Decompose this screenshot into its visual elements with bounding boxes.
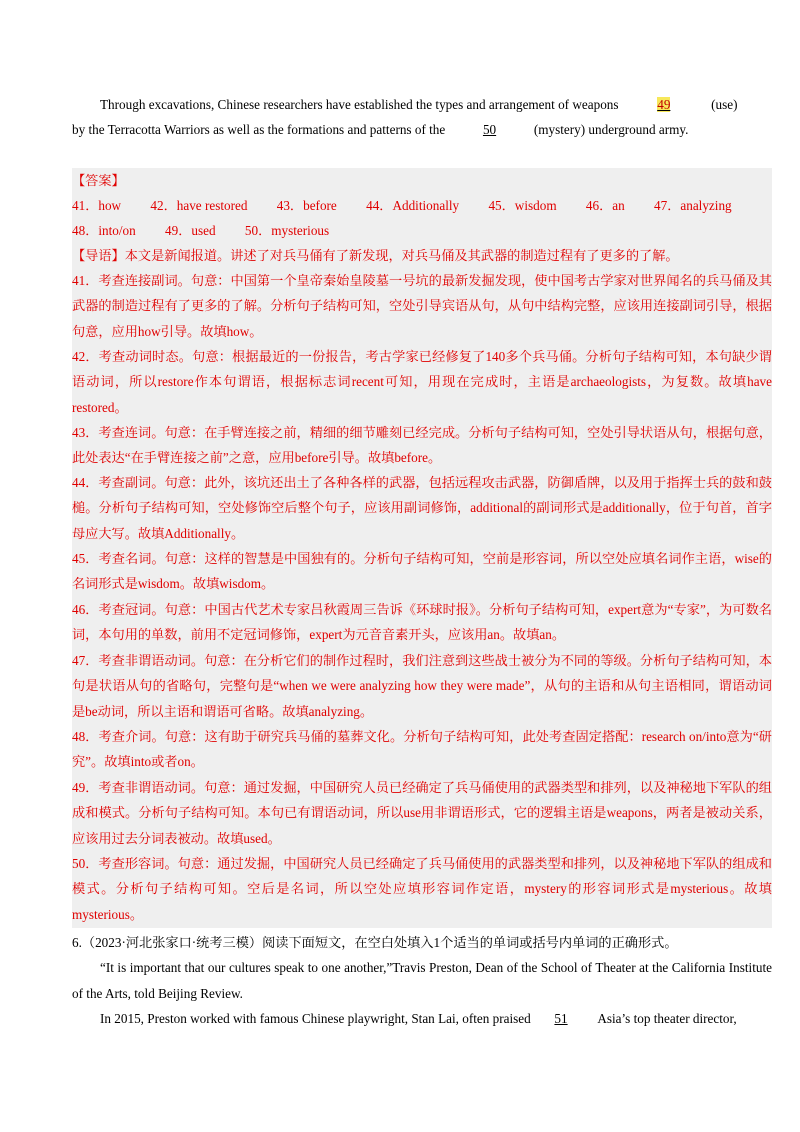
answer-item: 49．used bbox=[165, 223, 216, 238]
answer-item: 46．an bbox=[585, 198, 625, 213]
passage-text: Asia’s top theater director, bbox=[597, 1011, 737, 1026]
passage-line-1 bbox=[100, 92, 738, 118]
explanation-47: 47．考查非谓语动词。句意：在分析它们的制作过程时，我们注意到这些战士被分为不同的等级。分析句子结构可知，本句是状语从句的省略句，完整句是“when we were analyzing how they were made”，从句的主语和从句主语相同，谓语动词是be动词，所以主语和谓语可省略。故填analyzing。 bbox=[72, 653, 772, 719]
question-6-header: 6.（2023·河北张家口·统考三模）阅读下面短文，在空白处填入1个适当的单词或括号内单词的正确形式。 bbox=[72, 935, 678, 950]
explanation-42: 42．考查动词时态。句意：根据最近的一份报告，考古学家已经修复了140多个兵马俑。分析句子结构可知，本句缺少谓语动词，所以restore作本句谓语，根据标志词recent可知，用现在完成时，主语是archaeologists，为复数。故填have restored。 bbox=[72, 349, 772, 415]
passage-text: In 2015, Preston worked with famous Chinese playwright, Stan Lai, often praised bbox=[100, 1011, 531, 1026]
explanation-49: 49．考查非谓语动词。句意：通过发掘，中国研究人员已经确定了兵马俑使用的武器类型和排列，以及神秘地下军队的组成和模式。分析句子结构可知。本句已有谓语动词，所以use用非谓语形式，它的逻辑主语是weapons，两者是被动关系，应该用过去分词表被动。故填used。 bbox=[72, 780, 772, 846]
hint-use: (use) bbox=[711, 97, 738, 112]
explanation-41: 41．考查连接副词。句意：中国第一个皇帝秦始皇陵墓一号坑的最新发掘发现，使中国考古学家对世界闻名的兵马俑及其武器的制造过程有了更多的了解。分析句子结构可知，空处引导宾语从句，从句中结构完整，应该用连接副词引导，根据句意，应用how引导。故填how。 bbox=[72, 273, 772, 339]
answer-item: 50．mysterious bbox=[244, 223, 330, 238]
answer-item: 41．how bbox=[72, 198, 122, 213]
question-6-paragraph-1: “It is important that our cultures speak to one another,”Travis Preston, Dean of the School of Theater at the California Institute of the Arts, told Beijing Review. bbox=[72, 960, 772, 1001]
answer-item: 43．before bbox=[276, 198, 337, 213]
answer-heading: 【答案】 bbox=[72, 173, 125, 188]
explanation-44: 44．考查副词。句意：此外，该坑还出土了各种各样的武器，包括远程攻击武器，防御盾牌，以及用于指挥士兵的鼓和鼓槌。分析句子结构可知，空处修饰空后整个句子，应该用副词修饰，additional的副词形式是additionally，位于句首，首字母应大写。故填Additionally。 bbox=[72, 475, 772, 541]
answer-row-1 bbox=[72, 193, 772, 218]
explanation-43: 43．考查连词。句意：在手臂连接之前，精细的细节雕刻已经完成。分析句子结构可知，空处引导状语从句，根据句意，此处表达“在手臂连接之前”之意，应用before引导。故填before。 bbox=[72, 425, 772, 466]
blank-49: 49 bbox=[657, 97, 671, 112]
explanation-50: 50．考查形容词。句意：通过发掘，中国研究人员已经确定了兵马俑使用的武器类型和排列，以及神秘地下军队的组成和模式。分析句子结构可知。空后是名词，所以空处应填形容词作定语，mystery的形容词形式是mysterious。故填mysterious。 bbox=[72, 856, 772, 922]
blank-50: 50 bbox=[482, 122, 497, 137]
guide-text: 【导语】本文是新闻报道。讲述了对兵马俑有了新发现，对兵马俑及其武器的制造过程有了更多的了解。 bbox=[72, 248, 679, 263]
answer-item: 48．into/on bbox=[72, 223, 136, 238]
explanation-48: 48．考查介词。句意：这有助于研究兵马俑的墓葬文化。分析句子结构可知，此处考查固定搭配：research on/into意为“研究”。故填into或者on。 bbox=[72, 729, 772, 770]
answer-item: 47．analyzing bbox=[654, 198, 732, 213]
blank-51: 51 bbox=[554, 1011, 568, 1026]
explanation-46: 46．考查冠词。句意：中国古代艺术专家吕秋霞周三告诉《环球时报》。分析句子结构可知，expert意为“专家”，为可数名词，本句用的单数，前用不定冠词修饰，expert为元音音素开头，应该用an。故填an。 bbox=[72, 602, 772, 643]
answer-item: 45．wisdom bbox=[488, 198, 557, 213]
passage-line-2 bbox=[72, 117, 688, 143]
answer-item: 44．Additionally bbox=[366, 198, 460, 213]
passage-text: by the Terracotta Warriors as well as the formations and patterns of the bbox=[72, 122, 446, 137]
answer-item: 42．have restored bbox=[150, 198, 248, 213]
hint-mystery: (mystery) underground army. bbox=[533, 122, 689, 137]
explanation-45: 45．考查名词。句意：这样的智慧是中国独有的。分析句子结构可知，空前是形容词，所以空处应填名词作主语，wise的名词形式是wisdom。故填wisdom。 bbox=[72, 551, 772, 592]
question-6-paragraph-2 bbox=[100, 1006, 737, 1032]
answer-row-2 bbox=[72, 218, 772, 243]
passage-text: Through excavations, Chinese researchers have established the types and arrangement of weapons bbox=[100, 97, 619, 112]
